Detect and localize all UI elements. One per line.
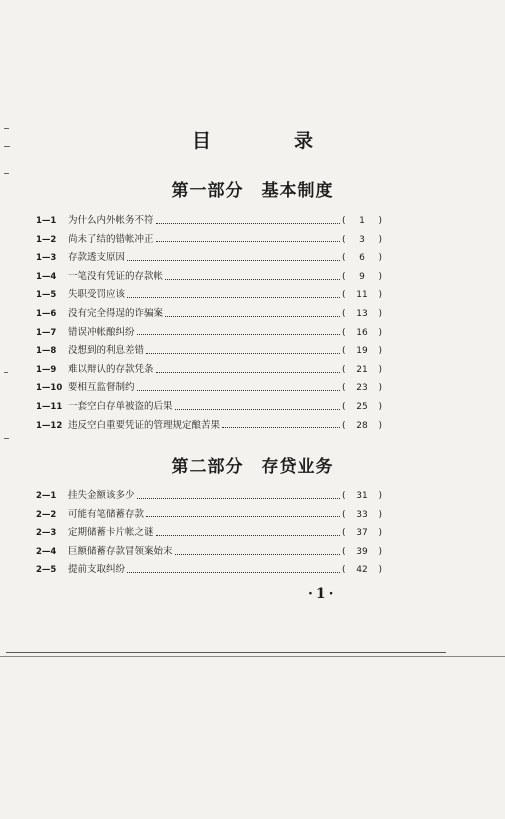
toc-entry	[36, 231, 382, 250]
page-ref: 39	[356, 546, 368, 557]
close-paren: )	[378, 528, 382, 539]
toc-entry	[36, 487, 382, 506]
entry-number: 2—1	[36, 491, 57, 501]
page-ref: 6	[359, 253, 365, 264]
toc-entry	[36, 268, 382, 287]
dot-leader	[156, 372, 340, 373]
dot-leader	[222, 427, 340, 428]
entry-page	[342, 402, 382, 412]
entry-page	[342, 216, 382, 226]
dot-leader	[137, 390, 340, 391]
part1-heading: 第一部分 基本制度	[171, 181, 334, 201]
page-ref: 33	[356, 509, 368, 520]
entry-number: 1—1	[36, 216, 57, 226]
entry-page	[342, 510, 382, 520]
entry-page	[342, 328, 382, 338]
entry-number: 1—6	[36, 308, 57, 319]
entry-number: 2—3	[36, 528, 57, 539]
dot-leader	[127, 572, 340, 573]
dot-leader	[156, 241, 340, 242]
entry-page	[342, 290, 382, 300]
page-ref: 31	[356, 491, 368, 501]
entry-page	[342, 346, 382, 356]
entry-number: 2—2	[36, 509, 57, 520]
entry-number: 1—3	[36, 253, 57, 264]
toc-entry	[36, 324, 382, 343]
entry-number: 1—5	[36, 290, 57, 301]
dot-leader	[165, 279, 340, 280]
toc-entry	[36, 249, 382, 268]
toc-entry	[36, 379, 382, 398]
toc-entry	[36, 561, 382, 580]
open-paren: (	[342, 327, 346, 338]
close-paren: )	[378, 271, 382, 282]
open-paren: (	[342, 234, 346, 245]
entry-page	[342, 565, 382, 575]
entry-page	[342, 309, 382, 319]
open-paren: (	[342, 509, 346, 520]
dot-leader	[146, 353, 340, 354]
dot-leader	[175, 554, 340, 555]
entry-title: 尚未了结的错帐冲正	[68, 233, 154, 245]
margin-mark	[4, 372, 8, 373]
margin-mark	[4, 438, 9, 439]
close-paren: )	[378, 253, 382, 264]
close-paren: )	[378, 364, 382, 375]
open-paren: (	[342, 401, 346, 412]
entry-number: 2—5	[36, 565, 57, 576]
entry-title: 可能有笔储蓄存款	[68, 508, 145, 520]
margin-mark	[4, 128, 9, 129]
open-paren: (	[342, 565, 346, 576]
toc-entry	[36, 342, 382, 361]
open-paren: (	[342, 216, 346, 226]
toc-entry	[36, 506, 382, 525]
dot-leader	[175, 409, 340, 410]
page-ref: 1	[359, 216, 365, 226]
close-paren: )	[378, 420, 382, 431]
close-paren: )	[378, 546, 382, 557]
close-paren: )	[378, 401, 382, 412]
entry-title: 定期储蓄卡片帐之谜	[68, 527, 154, 539]
bottom-rule-2	[0, 656, 505, 657]
margin-mark	[4, 173, 9, 174]
dot-leader	[156, 223, 340, 224]
entry-page	[342, 253, 382, 263]
entry-page	[342, 272, 382, 282]
toc-entry	[36, 543, 382, 562]
entry-page	[342, 365, 382, 375]
margin-mark	[4, 146, 10, 147]
open-paren: (	[342, 308, 346, 319]
open-paren: (	[342, 290, 346, 301]
entry-title: 难以辩认的存款凭条	[68, 363, 154, 375]
open-paren: (	[342, 420, 346, 431]
page-ref: 23	[356, 383, 368, 394]
entry-page	[342, 235, 382, 245]
entry-title: 要相互监督制约	[68, 382, 135, 394]
close-paren: )	[378, 216, 382, 226]
dot-leader	[146, 516, 340, 517]
close-paren: )	[378, 565, 382, 576]
entry-title: 挂失金额该多少	[68, 490, 135, 501]
close-paren: )	[378, 509, 382, 520]
toc-part1	[36, 212, 382, 435]
toc-entry	[36, 398, 382, 417]
entry-page	[342, 547, 382, 557]
toc-entry	[36, 286, 382, 305]
open-paren: (	[342, 546, 346, 557]
entry-title: 违反空白重要凭证的管理规定酿苦果	[68, 419, 221, 431]
entry-title: 没想到的利息差错	[68, 345, 145, 357]
dot-leader	[156, 535, 340, 536]
page-number: ·1·	[308, 586, 337, 602]
page-ref: 13	[356, 308, 368, 319]
page-ref: 21	[356, 364, 368, 375]
page-title: 目 录	[191, 130, 345, 152]
entry-number: 1—7	[36, 327, 57, 338]
open-paren: (	[342, 253, 346, 264]
entry-page	[342, 383, 382, 393]
entry-title: 巨额储蓄存款冒领案始末	[68, 545, 173, 557]
entry-title: 一套空白存单被盗的后果	[68, 400, 173, 412]
close-paren: )	[378, 290, 382, 301]
entry-number: 1—4	[36, 271, 57, 282]
part2-heading: 第二部分 存贷业务	[171, 457, 334, 477]
entry-number: 1—11	[36, 401, 63, 412]
toc-entry	[36, 417, 382, 436]
dot-leader	[137, 498, 340, 499]
close-paren: )	[378, 346, 382, 357]
page-ref: 42	[356, 565, 368, 576]
toc-part2	[36, 487, 382, 580]
open-paren: (	[342, 271, 346, 282]
entry-title: 一笔没有凭证的存款帐	[68, 270, 164, 282]
entry-title: 错误冲帐酿纠纷	[68, 326, 135, 338]
entry-number: 1—8	[36, 346, 57, 357]
entry-number: 1—2	[36, 234, 57, 245]
entry-title: 为什么内外帐务不符	[68, 215, 154, 226]
entry-number: 1—9	[36, 364, 57, 375]
dot-leader	[127, 260, 340, 261]
page-ref: 19	[356, 346, 368, 357]
open-paren: (	[342, 346, 346, 357]
toc-entry	[36, 212, 382, 231]
page-ref: 11	[356, 290, 368, 301]
entry-title: 失职受罚应该	[68, 289, 126, 301]
entry-page	[342, 421, 382, 431]
toc-entry	[36, 524, 382, 543]
page-ref: 28	[356, 420, 368, 431]
close-paren: )	[378, 383, 382, 394]
dot-leader	[137, 334, 340, 335]
page-ref: 9	[359, 271, 365, 282]
entry-title: 没有完全得逞的诈骗案	[68, 307, 164, 319]
close-paren: )	[378, 327, 382, 338]
entry-number: 2—4	[36, 546, 57, 557]
open-paren: (	[342, 528, 346, 539]
open-paren: (	[342, 491, 346, 501]
entry-title: 提前支取纠纷	[68, 564, 126, 576]
toc-entry	[36, 361, 382, 380]
bottom-rule	[6, 652, 446, 653]
open-paren: (	[342, 383, 346, 394]
page-ref: 25	[356, 401, 368, 412]
entry-page	[342, 491, 382, 501]
close-paren: )	[378, 491, 382, 501]
toc-entry	[36, 305, 382, 324]
entry-title: 存款透支原因	[68, 252, 126, 264]
dot-leader	[127, 297, 340, 298]
entry-number: 1—12	[36, 420, 63, 431]
entry-page	[342, 528, 382, 538]
open-paren: (	[342, 364, 346, 375]
close-paren: )	[378, 308, 382, 319]
page-ref: 37	[356, 528, 368, 539]
entry-number: 1—10	[36, 383, 63, 394]
page-ref: 16	[356, 327, 368, 338]
dot-leader	[165, 316, 340, 317]
close-paren: )	[378, 234, 382, 245]
page-ref: 3	[359, 234, 365, 245]
